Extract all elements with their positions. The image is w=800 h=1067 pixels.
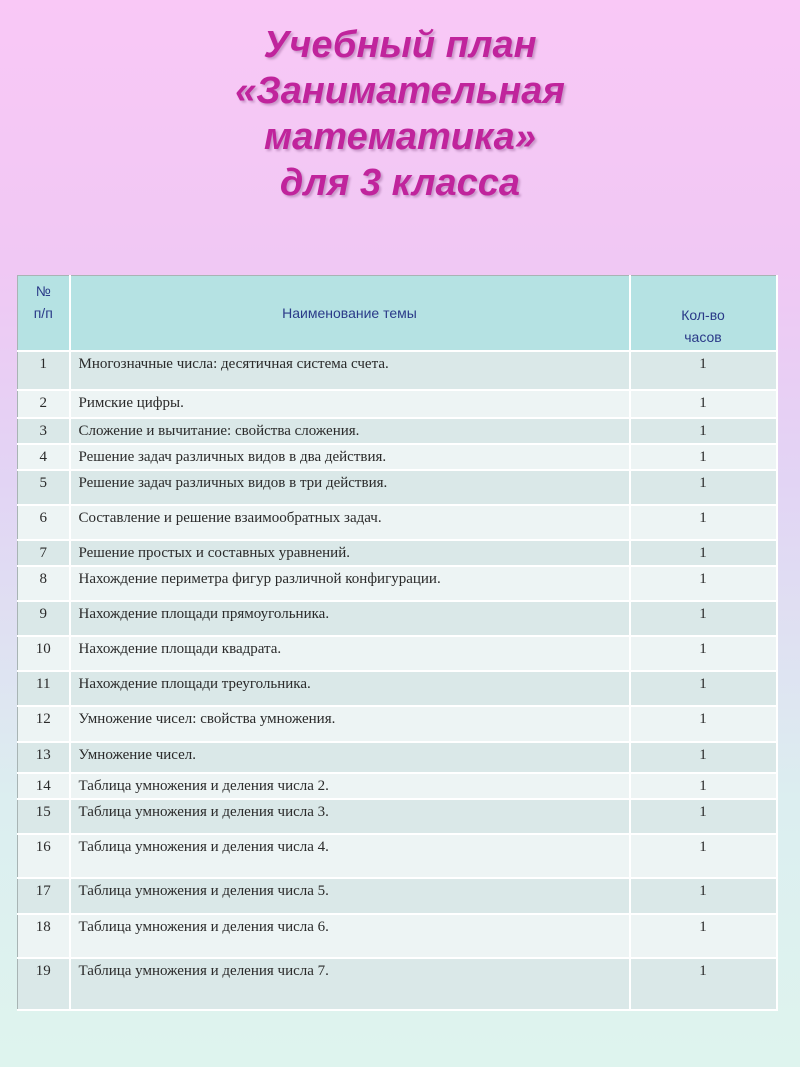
row-topic: Таблица умножения и деления числа 7. bbox=[70, 958, 630, 1010]
row-number: 9 bbox=[18, 601, 70, 636]
row-number: 13 bbox=[18, 742, 70, 773]
title-line: «Занимательная bbox=[235, 70, 565, 112]
row-hours: 1 bbox=[630, 636, 777, 671]
table-row bbox=[18, 418, 777, 444]
table-row bbox=[18, 470, 777, 505]
row-hours: 1 bbox=[630, 351, 777, 390]
row-topic: Сложение и вычитание: свойства сложения. bbox=[70, 418, 630, 444]
row-topic: Умножение чисел: свойства умножения. bbox=[70, 706, 630, 742]
row-number: 2 bbox=[18, 390, 70, 418]
table-row bbox=[18, 505, 777, 540]
row-number: 15 bbox=[18, 799, 70, 834]
row-hours: 1 bbox=[630, 444, 777, 470]
title-line: математика» bbox=[264, 116, 536, 158]
row-hours: 1 bbox=[630, 914, 777, 958]
table-row bbox=[18, 444, 777, 470]
row-number: 19 bbox=[18, 958, 70, 1010]
header-number-line: № bbox=[35, 283, 51, 299]
header-number-line: п/п bbox=[33, 305, 53, 321]
table-row bbox=[18, 834, 777, 878]
row-number: 16 bbox=[18, 834, 70, 878]
row-number: 1 bbox=[18, 351, 70, 390]
row-number: 6 bbox=[18, 505, 70, 540]
row-hours: 1 bbox=[630, 958, 777, 1010]
row-number: 5 bbox=[18, 470, 70, 505]
row-hours: 1 bbox=[630, 742, 777, 773]
row-hours: 1 bbox=[630, 799, 777, 834]
row-topic: Таблица умножения и деления числа 3. bbox=[70, 799, 630, 834]
header-number bbox=[18, 276, 70, 351]
row-topic: Таблица умножения и деления числа 2. bbox=[70, 773, 630, 799]
row-topic: Составление и решение взаимообратных задач. bbox=[70, 505, 630, 540]
row-topic: Решение задач различных видов в два действия. bbox=[70, 444, 630, 470]
table-row bbox=[18, 351, 777, 390]
table-row bbox=[18, 773, 777, 799]
row-hours: 1 bbox=[630, 505, 777, 540]
row-number: 17 bbox=[18, 878, 70, 914]
row-topic: Нахождение площади прямоугольника. bbox=[70, 601, 630, 636]
header-topic: Наименование темы bbox=[70, 276, 630, 351]
row-number: 11 bbox=[18, 671, 70, 706]
row-topic: Нахождение периметра фигур различной конфигурации. bbox=[70, 566, 630, 601]
row-hours: 1 bbox=[630, 706, 777, 742]
row-number: 3 bbox=[18, 418, 70, 444]
table-row bbox=[18, 566, 777, 601]
row-hours: 1 bbox=[630, 470, 777, 505]
row-hours: 1 bbox=[630, 566, 777, 601]
table-row bbox=[18, 742, 777, 773]
table-row bbox=[18, 390, 777, 418]
table-row bbox=[18, 878, 777, 914]
row-hours: 1 bbox=[630, 834, 777, 878]
header-hours-line: часов bbox=[684, 328, 722, 345]
row-number: 18 bbox=[18, 914, 70, 958]
row-hours: 1 bbox=[630, 773, 777, 799]
row-topic: Таблица умножения и деления числа 5. bbox=[70, 878, 630, 914]
table-row bbox=[18, 914, 777, 958]
row-hours: 1 bbox=[630, 390, 777, 418]
table-row bbox=[18, 799, 777, 834]
row-number: 12 bbox=[18, 706, 70, 742]
title-line: Учебный план bbox=[263, 24, 537, 66]
row-topic: Решение задач различных видов в три действия. bbox=[70, 470, 630, 505]
row-topic: Таблица умножения и деления числа 4. bbox=[70, 834, 630, 878]
header-hours bbox=[630, 276, 777, 351]
row-number: 10 bbox=[18, 636, 70, 671]
table-row bbox=[18, 540, 777, 566]
row-topic: Римские цифры. bbox=[70, 390, 630, 418]
table-header-row bbox=[18, 276, 777, 351]
row-number: 14 bbox=[18, 773, 70, 799]
row-number: 8 bbox=[18, 566, 70, 601]
page-title bbox=[0, 22, 800, 206]
table-row bbox=[18, 671, 777, 706]
table-row bbox=[18, 706, 777, 742]
row-topic: Решение простых и составных уравнений. bbox=[70, 540, 630, 566]
header-hours-line: Кол-во bbox=[681, 306, 725, 323]
row-topic: Умножение чисел. bbox=[70, 742, 630, 773]
table-row bbox=[18, 958, 777, 1010]
row-number: 4 bbox=[18, 444, 70, 470]
row-hours: 1 bbox=[630, 601, 777, 636]
row-hours: 1 bbox=[630, 878, 777, 914]
table-row bbox=[18, 601, 777, 636]
row-hours: 1 bbox=[630, 418, 777, 444]
row-topic: Нахождение площади квадрата. bbox=[70, 636, 630, 671]
row-number: 7 bbox=[18, 540, 70, 566]
row-topic: Многозначные числа: десятичная система счета. bbox=[70, 351, 630, 390]
curriculum-table bbox=[17, 275, 778, 1011]
title-line: для 3 класса bbox=[279, 162, 521, 204]
row-hours: 1 bbox=[630, 540, 777, 566]
row-topic: Нахождение площади треугольника. bbox=[70, 671, 630, 706]
row-topic: Таблица умножения и деления числа 6. bbox=[70, 914, 630, 958]
row-hours: 1 bbox=[630, 671, 777, 706]
table-row bbox=[18, 636, 777, 671]
